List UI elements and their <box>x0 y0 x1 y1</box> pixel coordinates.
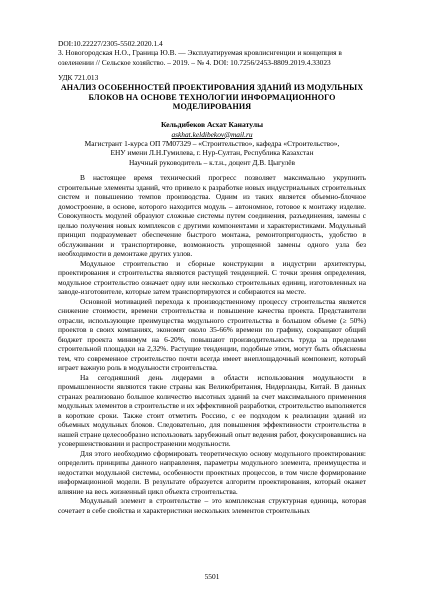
paragraph: Основной мотивацией перехода к производственному процессу строительства является снижение стоимости, времени строительства и повышение качества проекта. Представители отрасли, использующие преимущества модульного строительства в большом объеме (≥ 50%) проектов в своих компаниях, экономят около 35-66% времени по графику, сокращают общий бюджет проекта минимум на 6-20%, повышают производительность труда за пределами строительной площадки на 2,32%. Растущие тенденции, подобные этим, могут быть объяснены тем, что современное строительство почти всегда имеет внеплощадочный компонент, который играет важную роль в модульности строительства. <box>58 296 366 373</box>
paper-title: АНАЛИЗ ОСОБЕННОСТЕЙ ПРОЕКТИРОВАНИЯ ЗДАНИЙ ИЗ МОДУЛЬНЫХ БЛОКОВ НА ОСНОВЕ ТЕХНОЛОГИИ ИНФОРМАЦИОННОГО МОДЕЛИРОВАНИЯ <box>60 83 364 112</box>
page-number: 5501 <box>204 572 220 581</box>
udk-code: УДК 721.013 <box>58 73 99 83</box>
paragraph: Для этого необходимо сформировать теоретическую основу модульного проектирования: определить принципы данного направления, параметры модульного элемента, преимущества и недостатки модульной системы, особенности проектных процессов, в том числе формирование информационной модели. В результате образуется алгоритм проектирования, который окажет влияние на весь жизненный цикл объекта строительства. <box>58 448 366 496</box>
author-name: Кельдибеков Асхат Канатулы <box>160 120 264 129</box>
paragraph: В настоящее время технический прогресс позволяет максимально укрупнить строительные элементы зданий, что привело к разработке новых индустриальных строительных систем и повышению темпов производства. Одним из таких является объемно-блочное домостроение, в основе, которого находится модуль – автономное, готовое к монтажу изделие. Совокупность модулей образуют сложные системы путем соединения, разъединения, замены с целью получения новых комплексов с другими компонентами и характеристиками. Модульный принцип подразумевает обеспечение быстрого монтажа, ремонтопригодность, удобство в обслуживании и транспортировке, возможность упрощенной замены одного узла без необходимости в демонтаже других узлов. <box>58 173 366 259</box>
doi-line: DOI:10.22227/2305-5502.2020.1.4 <box>58 39 163 48</box>
author-email[interactable]: askhat.keldibekov@mail.ru <box>171 129 253 139</box>
advisor-line: Научный руководитель – к.т.н., доцент Д.В. Цыгулёв <box>128 157 296 167</box>
author-university: ЕНУ имени Л.Н.Гумилева, г. Нур-Султан, Республика Казахстан <box>110 148 314 158</box>
paragraph: Модульный элемент в строительстве – это комплексная структурная единица, которая сочетает в себе свойства и характеристики нескольких элементов строительных <box>58 496 366 515</box>
paragraph: Модульное строительство и сборные конструкции в индустрии архитектуры, проектирования и строительства являются растущей тенденцией. С точки зрения определения, модульное строительство означает одну или несколько строительных единиц, изготовленных на заводе-изготовителе, которые затем транспортируются и собираются на месте. <box>58 258 366 297</box>
citation-line: 3. Новогородская Н.О., Граница Ю.В. — Эксплуатируемая кровлиснгенции и концепция в озеленении // Сельское хозяйство. – 2019. – № 4. DOI: 10.7256/2453-8809.2019.4.33023 <box>58 48 342 67</box>
paragraph: На сегодняшний день лидерами в области использования модульности в промышленности являются такие страны как Великобритания, Нидерланды, Китай. В данных странах реализовано большое количество высотных зданий за счет максимального применения модульных элементов в строительстве и их эффективной разработки, строительство выполняется в короткие сроки. Также стоит отметить Россию, с ее подходом к реализации зданий из объемных модульных блоков. Следовательно, для повышения эффективности строительства в нашей стране целесообразно использовать зарубежный опыт ведения работ, фокусировавшись на усовершенствовании и распространении модульности. <box>58 372 366 449</box>
author-affiliation: Магистрант 1-курса ОП 7М07329 – «Строительство», кафедра «Строительство», <box>84 139 340 148</box>
article-body <box>58 173 366 515</box>
